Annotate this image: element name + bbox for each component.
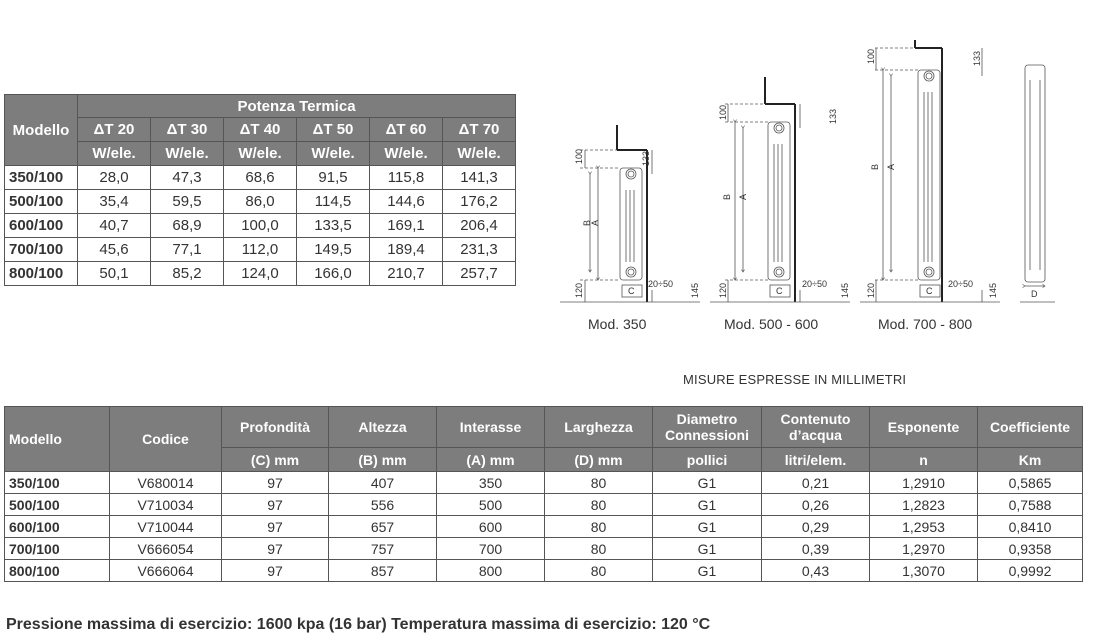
value-cell: 115,8: [370, 166, 443, 190]
delta-header: ΔT 50: [297, 118, 370, 142]
value-cell: 86,0: [224, 190, 297, 214]
value-cell: 80: [545, 494, 653, 516]
value-cell: G1: [653, 472, 762, 494]
dim-label: 120: [866, 282, 876, 298]
code-header: Codice: [110, 407, 222, 472]
drawing-label-700-800: Mod. 700 - 800: [878, 316, 973, 332]
delta-header: ΔT 30: [151, 118, 224, 142]
model-cell: 800/100: [5, 262, 78, 286]
value-cell: 700: [437, 538, 545, 560]
dim-label: C: [776, 286, 783, 296]
value-cell: 757: [329, 538, 437, 560]
dim-label: 20÷50: [948, 279, 973, 289]
column-header: Esponente: [870, 407, 978, 448]
dim-label: 133: [972, 50, 982, 66]
thermal-power-table: [4, 94, 516, 286]
value-cell: 0,9992: [978, 560, 1083, 582]
model-cell: 600/100: [5, 214, 78, 238]
value-cell: 80: [545, 538, 653, 560]
value-cell: 1,2953: [870, 516, 978, 538]
technical-data-table: [4, 406, 1083, 582]
dim-label: B: [870, 163, 880, 170]
table-row: [5, 538, 1083, 560]
value-cell: 0,26: [762, 494, 870, 516]
unit-header: litri/elem.: [762, 448, 870, 472]
delta-header: ΔT 20: [78, 118, 151, 142]
dim-label: 20÷50: [802, 279, 827, 289]
value-cell: 231,3: [443, 238, 516, 262]
unit-header: W/ele.: [297, 142, 370, 166]
unit-header: W/ele.: [224, 142, 297, 166]
unit-header: Km: [978, 448, 1083, 472]
value-cell: 169,1: [370, 214, 443, 238]
unit-header: pollici: [653, 448, 762, 472]
value-cell: 100,0: [224, 214, 297, 238]
value-cell: 91,5: [297, 166, 370, 190]
model-cell: 700/100: [5, 238, 78, 262]
unit-header: W/ele.: [151, 142, 224, 166]
table-row: [5, 166, 516, 190]
unit-header: W/ele.: [443, 142, 516, 166]
value-cell: 1,2823: [870, 494, 978, 516]
value-cell: 149,5: [297, 238, 370, 262]
model-cell: 700/100: [5, 538, 110, 560]
value-cell: 133,5: [297, 214, 370, 238]
dim-label: A: [590, 219, 600, 226]
column-header: Coefficiente: [978, 407, 1083, 448]
unit-header: (A) mm: [437, 448, 545, 472]
value-cell: 556: [329, 494, 437, 516]
value-cell: 1,2910: [870, 472, 978, 494]
units-note: MISURE ESPRESSE IN MILLIMETRI: [683, 372, 907, 387]
value-cell: 0,29: [762, 516, 870, 538]
column-header: Profondità: [222, 407, 329, 448]
value-cell: 257,7: [443, 262, 516, 286]
value-cell: G1: [653, 494, 762, 516]
model-cell: 350/100: [5, 166, 78, 190]
table-row: [5, 516, 1083, 538]
value-cell: 68,6: [224, 166, 297, 190]
dim-label: 145: [840, 282, 850, 298]
dim-label: 20÷50: [648, 279, 673, 289]
model-cell: 600/100: [5, 516, 110, 538]
code-cell: V666054: [110, 538, 222, 560]
dim-label: D: [1031, 289, 1038, 299]
model-cell: 500/100: [5, 494, 110, 516]
drawing-mod-700-800: [860, 40, 1055, 302]
value-cell: 0,21: [762, 472, 870, 494]
value-cell: 0,43: [762, 560, 870, 582]
dim-label: C: [926, 286, 933, 296]
value-cell: 97: [222, 560, 329, 582]
dim-label: A: [738, 193, 748, 200]
value-cell: 141,3: [443, 166, 516, 190]
value-cell: 124,0: [224, 262, 297, 286]
model-cell: 500/100: [5, 190, 78, 214]
dim-label: 100: [574, 148, 584, 164]
table-row: [5, 190, 516, 214]
column-header: Contenuto d’acqua: [762, 407, 870, 448]
value-cell: 0,9358: [978, 538, 1083, 560]
value-cell: 35,4: [78, 190, 151, 214]
thermal-power-group-header: Potenza Termica: [78, 95, 516, 118]
table-row: [5, 214, 516, 238]
dim-label: B: [582, 219, 592, 226]
model-header: Modello: [5, 95, 78, 166]
dim-label: 120: [718, 282, 728, 298]
value-cell: 97: [222, 494, 329, 516]
value-cell: 407: [329, 472, 437, 494]
column-header: Altezza: [329, 407, 437, 448]
unit-header: (C) mm: [222, 448, 329, 472]
column-header: Interasse: [437, 407, 545, 448]
value-cell: 85,2: [151, 262, 224, 286]
unit-header: (B) mm: [329, 448, 437, 472]
code-cell: V666064: [110, 560, 222, 582]
value-cell: 59,5: [151, 190, 224, 214]
value-cell: 144,6: [370, 190, 443, 214]
value-cell: 166,0: [297, 262, 370, 286]
dim-label: 145: [988, 282, 998, 298]
value-cell: 112,0: [224, 238, 297, 262]
value-cell: 40,7: [78, 214, 151, 238]
value-cell: 97: [222, 472, 329, 494]
value-cell: 189,4: [370, 238, 443, 262]
unit-header: W/ele.: [78, 142, 151, 166]
table-row: [5, 560, 1083, 582]
value-cell: 657: [329, 516, 437, 538]
delta-header: ΔT 40: [224, 118, 297, 142]
value-cell: 210,7: [370, 262, 443, 286]
unit-header: (D) mm: [545, 448, 653, 472]
value-cell: 80: [545, 472, 653, 494]
column-header: Diametro Connessioni: [653, 407, 762, 448]
value-cell: 1,3070: [870, 560, 978, 582]
unit-header: W/ele.: [370, 142, 443, 166]
value-cell: 47,3: [151, 166, 224, 190]
model-cell: 350/100: [5, 472, 110, 494]
column-header: Larghezza: [545, 407, 653, 448]
table-row: [5, 494, 1083, 516]
delta-header: ΔT 60: [370, 118, 443, 142]
model-header: Modello: [5, 407, 110, 472]
value-cell: 50,1: [78, 262, 151, 286]
drawing-label-500-600: Mod. 500 - 600: [724, 316, 819, 332]
value-cell: 28,0: [78, 166, 151, 190]
value-cell: 77,1: [151, 238, 224, 262]
footer-note: Pressione massima di esercizio: 1600 kpa (16 bar) Temperatura massima di esercizio: 120 °C: [6, 616, 711, 633]
value-cell: 176,2: [443, 190, 516, 214]
dim-label: 145: [690, 282, 700, 298]
code-cell: V680014: [110, 472, 222, 494]
value-cell: 68,9: [151, 214, 224, 238]
value-cell: 500: [437, 494, 545, 516]
value-cell: 0,5865: [978, 472, 1083, 494]
code-cell: V710044: [110, 516, 222, 538]
unit-header: n: [870, 448, 978, 472]
code-cell: V710034: [110, 494, 222, 516]
table-row: [5, 472, 1083, 494]
value-cell: 80: [545, 516, 653, 538]
dim-label: 100: [718, 104, 728, 120]
dim-label: 120: [574, 282, 584, 298]
table-row: [5, 262, 516, 286]
value-cell: 206,4: [443, 214, 516, 238]
value-cell: 600: [437, 516, 545, 538]
drawing-label-350: Mod. 350: [588, 316, 647, 332]
delta-header: ΔT 70: [443, 118, 516, 142]
value-cell: G1: [653, 538, 762, 560]
value-cell: G1: [653, 516, 762, 538]
value-cell: G1: [653, 560, 762, 582]
value-cell: 97: [222, 516, 329, 538]
value-cell: 800: [437, 560, 545, 582]
value-cell: 0,7588: [978, 494, 1083, 516]
value-cell: 80: [545, 560, 653, 582]
dim-label: A: [886, 163, 896, 170]
value-cell: 0,39: [762, 538, 870, 560]
dim-label: C: [628, 286, 635, 296]
dim-label: B: [722, 193, 732, 200]
dim-label: 133: [641, 150, 651, 166]
value-cell: 0,8410: [978, 516, 1083, 538]
radiator-drawings: [560, 40, 1060, 340]
value-cell: 97: [222, 538, 329, 560]
dim-label: 100: [866, 48, 876, 64]
value-cell: 1,2970: [870, 538, 978, 560]
model-cell: 800/100: [5, 560, 110, 582]
dim-label: 133: [828, 108, 838, 124]
value-cell: 857: [329, 560, 437, 582]
table-row: [5, 238, 516, 262]
value-cell: 45,6: [78, 238, 151, 262]
value-cell: 350: [437, 472, 545, 494]
value-cell: 114,5: [297, 190, 370, 214]
